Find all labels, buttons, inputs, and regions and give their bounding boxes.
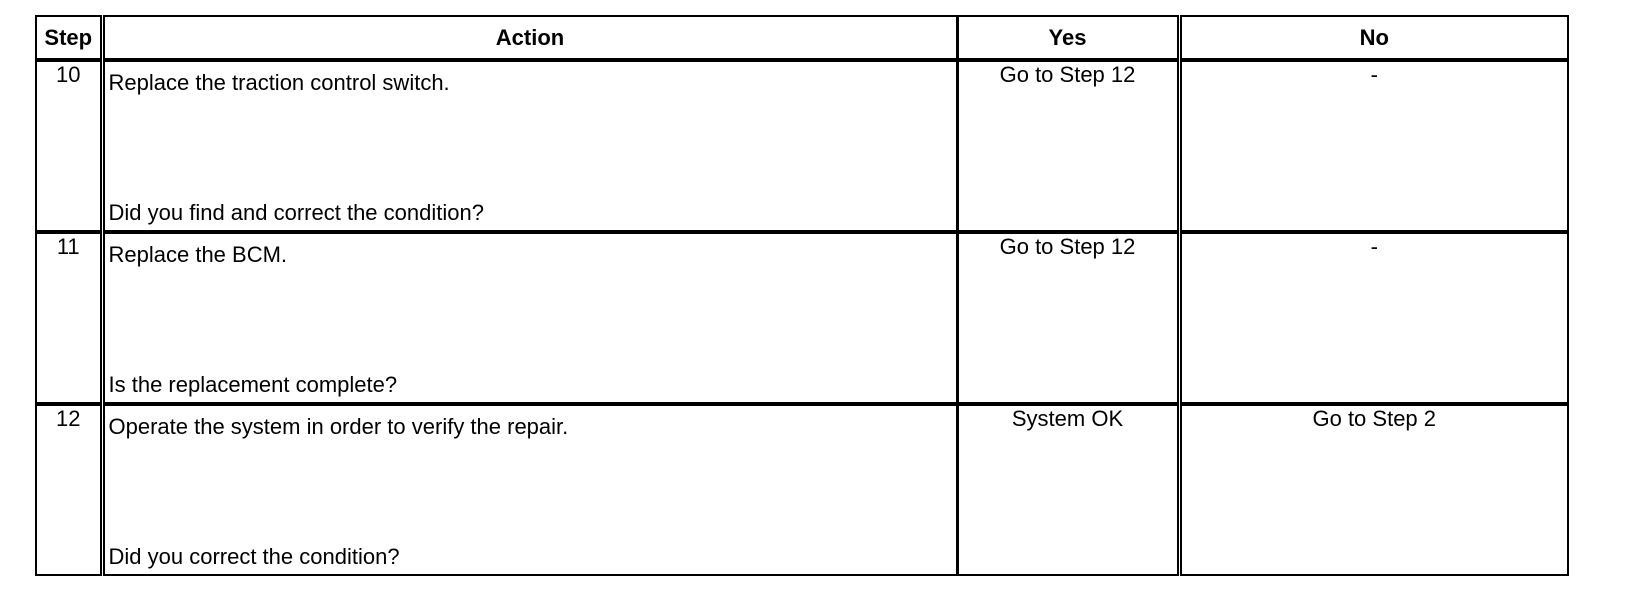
action-cell bbox=[102, 404, 957, 575]
action-question: Is the replacement complete? bbox=[108, 372, 398, 397]
no-result: Go to Step 2 bbox=[1179, 404, 1568, 575]
yes-result: System OK bbox=[957, 404, 1179, 575]
header-row bbox=[36, 16, 1568, 60]
header-action: Action bbox=[102, 16, 957, 60]
yes-result: Go to Step 12 bbox=[957, 232, 1179, 404]
action-cell bbox=[102, 60, 957, 232]
table-row bbox=[36, 404, 1568, 575]
no-result: - bbox=[1179, 60, 1568, 232]
step-number: 10 bbox=[56, 62, 81, 87]
action-instruction: Operate the system in order to verify the repair. bbox=[108, 414, 569, 439]
action-instruction: Replace the BCM. bbox=[108, 242, 288, 267]
action-cell bbox=[102, 232, 957, 404]
table-row bbox=[36, 232, 1568, 404]
table-row bbox=[36, 60, 1568, 232]
action-question: Did you correct the condition? bbox=[108, 544, 400, 569]
no-result: - bbox=[1179, 232, 1568, 404]
header-yes: Yes bbox=[957, 16, 1179, 60]
action-instruction: Replace the traction control switch. bbox=[108, 70, 450, 95]
step-number: 12 bbox=[56, 406, 81, 431]
yes-result: Go to Step 12 bbox=[957, 60, 1179, 232]
header-no: No bbox=[1179, 16, 1568, 60]
action-question: Did you find and correct the condition? bbox=[108, 200, 484, 225]
diagnostic-table bbox=[35, 15, 1569, 576]
step-number: 11 bbox=[56, 234, 80, 259]
header-step: Step bbox=[36, 16, 102, 60]
